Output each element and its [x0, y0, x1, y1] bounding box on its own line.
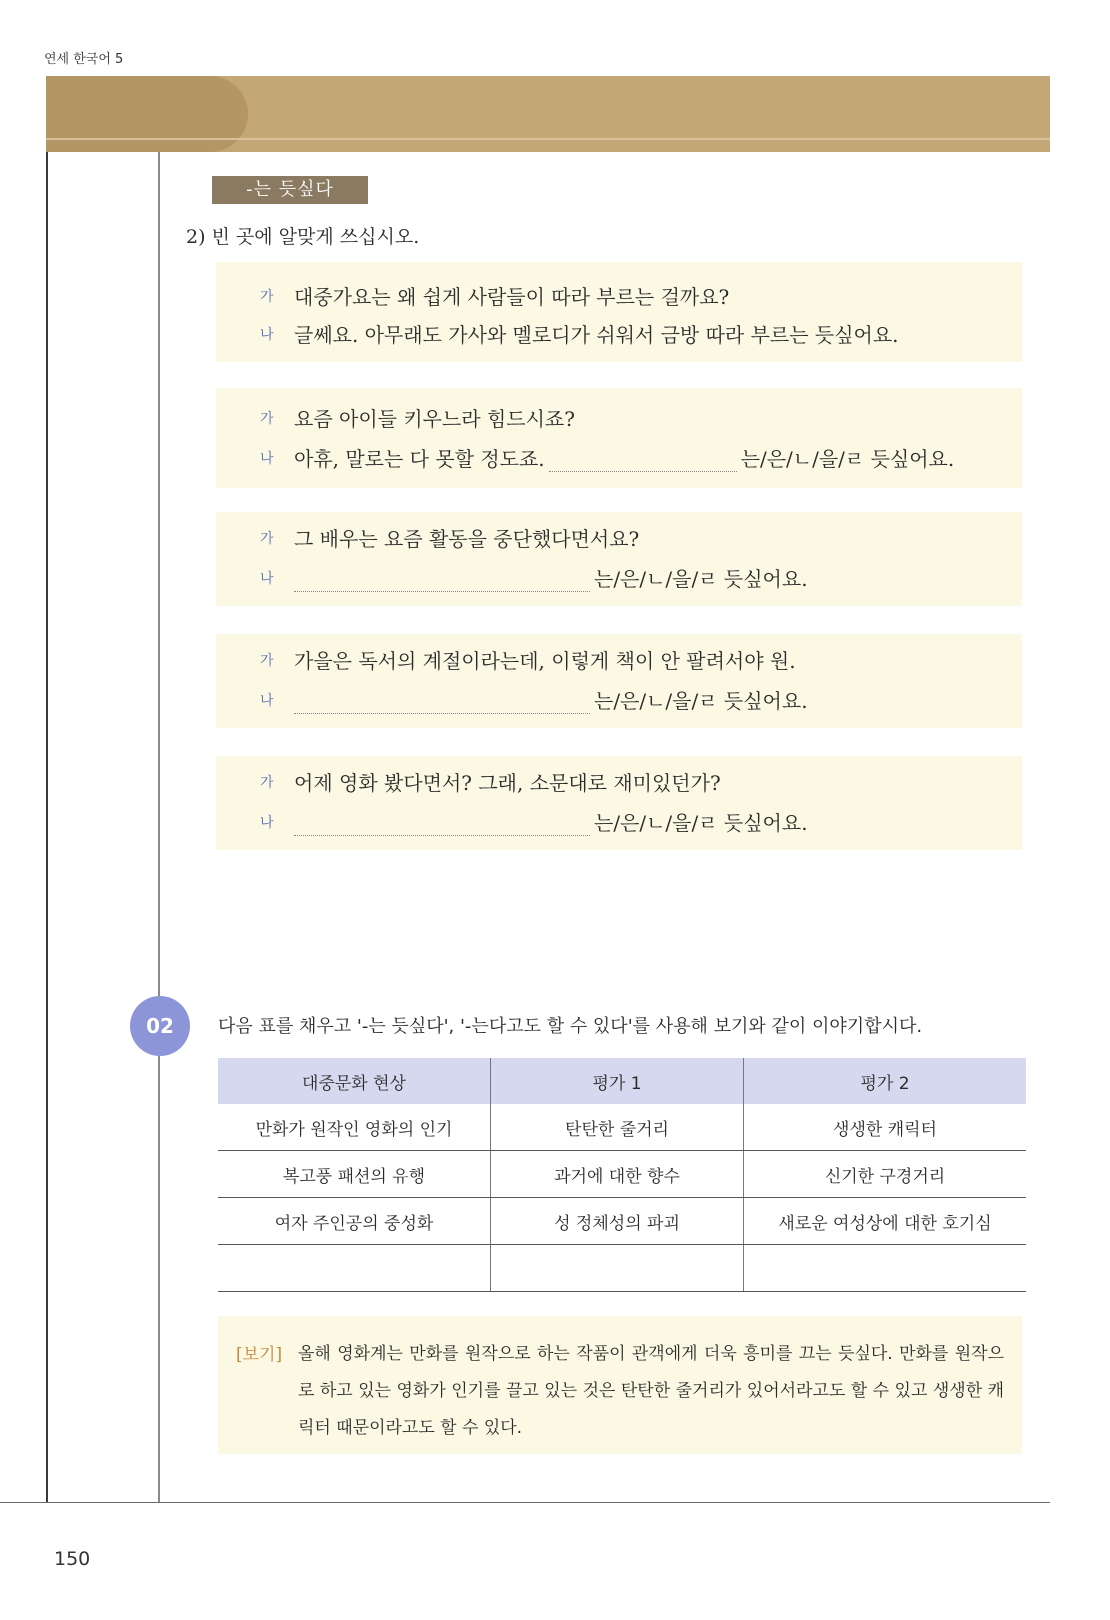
speaker-b: 나: [260, 693, 274, 709]
dialogue-text: 대중가요는 왜 쉽게 사람들이 따라 부르는 걸까요?: [294, 285, 730, 309]
table-cell-empty[interactable]: [744, 1245, 1027, 1292]
instruction: 2) 빈 곳에 알맞게 쓰십시오.: [186, 226, 420, 248]
table-cell: 새로운 여성상에 대한 호기심: [744, 1198, 1027, 1245]
speaker-a: 가: [260, 775, 274, 791]
speaker-b: 나: [260, 327, 274, 343]
speaker-b: 나: [260, 571, 274, 587]
table-cell: 여자 주인공의 중성화: [218, 1198, 491, 1245]
dialogue-line: [260, 402, 575, 432]
dialogue-text: 글쎄요. 아무래도 가사와 멜로디가 쉬워서 금방 따라 부르는 듯싶어요.: [294, 323, 899, 347]
example-label: [보기]: [236, 1345, 283, 1365]
dialogue-box-3: [216, 512, 1022, 606]
table-header: 평가 1: [491, 1058, 744, 1104]
evaluation-table: [218, 1058, 1026, 1292]
dialogue-line: [260, 562, 808, 592]
answer-blank[interactable]: [294, 569, 590, 592]
grammar-suffix: 는/은/ㄴ/을/ㄹ 듯싶어요.: [594, 567, 808, 591]
example-box: [218, 1316, 1022, 1454]
dialogue-line: [260, 766, 721, 796]
dialogue-text: 가을은 독서의 계절이라는데, 이렇게 책이 안 팔려서야 원.: [294, 649, 796, 673]
header-line: [46, 138, 1050, 140]
book-title: 연세 한국어 5: [44, 52, 124, 67]
table-row: [218, 1104, 1026, 1151]
speaker-b: 나: [260, 451, 274, 467]
table-cell-empty[interactable]: [218, 1245, 491, 1292]
grammar-suffix: 는/은/ㄴ/을/ㄹ 듯싶어요.: [594, 689, 808, 713]
speaker-a: 가: [260, 289, 274, 305]
dialogue-line: [260, 806, 808, 836]
table-cell: 생생한 캐릭터: [744, 1104, 1027, 1151]
dialogue-box-5: [216, 756, 1022, 850]
dialogue-text: 요즘 아이들 키우느라 힘드시죠?: [294, 407, 575, 431]
speaker-a: 가: [260, 653, 274, 669]
dialogue-text: 어제 영화 봤다면서? 그래, 소문대로 재미있던가?: [294, 771, 721, 795]
table-header-row: [218, 1058, 1026, 1104]
header-tab-shape: [46, 76, 248, 152]
dialogue-line: [260, 318, 899, 348]
table-cell: 성 정체성의 파괴: [491, 1198, 744, 1245]
left-margin-line: [46, 152, 48, 1502]
section-question: 다음 표를 채우고 '-는 듯싶다', '-는다고도 할 수 있다'를 사용해 보기와 같이 이야기합시다.: [218, 1016, 923, 1037]
example-text: 올해 영화계는 만화를 원작으로 하는 작품이 관객에게 더욱 흥미를 끄는 듯싶다. 만화를 원작으로 하고 있는 영화가 인기를 끌고 있는 것은 탄탄한 줄거리가 있어서라고도 할 수 있고 생생한 캐릭터 때문이라고도 할 수 있다.: [298, 1344, 1004, 1438]
grammar-label: -는 듯싶다: [212, 176, 368, 204]
speaker-a: 가: [260, 411, 274, 427]
answer-blank[interactable]: [294, 691, 590, 714]
table-cell: 복고풍 패션의 유행: [218, 1151, 491, 1198]
page-number: 150: [54, 1548, 91, 1570]
answer-blank[interactable]: [549, 449, 737, 472]
grammar-suffix: 는/은/ㄴ/을/ㄹ 듯싶어요.: [740, 447, 955, 471]
dialogue-text: 아휴, 말로는 다 못할 정도죠.: [294, 447, 545, 471]
table-header: 평가 2: [744, 1058, 1027, 1104]
dialogue-box-1: [216, 262, 1022, 362]
dialogue-line: [260, 280, 729, 310]
dialogue-line: [260, 684, 808, 714]
grammar-suffix: 는/은/ㄴ/을/ㄹ 듯싶어요.: [594, 811, 808, 835]
dialogue-line: [260, 522, 639, 552]
section-badge: 02: [130, 996, 190, 1056]
table-cell: 만화가 원작인 영화의 인기: [218, 1104, 491, 1151]
dialogue-box-4: [216, 634, 1022, 728]
table-row: [218, 1198, 1026, 1245]
speaker-a: 가: [260, 531, 274, 547]
answer-blank[interactable]: [294, 813, 590, 836]
speaker-b: 나: [260, 815, 274, 831]
dialogue-line: [260, 644, 796, 674]
table-cell: 탄탄한 줄거리: [491, 1104, 744, 1151]
table-cell-empty[interactable]: [491, 1245, 744, 1292]
dialogue-text: 그 배우는 요즘 활동을 중단했다면서요?: [294, 527, 640, 551]
table-cell: 과거에 대한 향수: [491, 1151, 744, 1198]
table-header: 대중문화 현상: [218, 1058, 491, 1104]
table-row: [218, 1151, 1026, 1198]
table-cell: 신기한 구경거리: [744, 1151, 1027, 1198]
inner-margin-line: [158, 152, 160, 1502]
dialogue-line: [260, 442, 954, 472]
header-band: [46, 76, 1050, 152]
table-row-empty: [218, 1245, 1026, 1292]
dialogue-box-2: [216, 388, 1022, 488]
bottom-rule: [0, 1502, 1050, 1503]
